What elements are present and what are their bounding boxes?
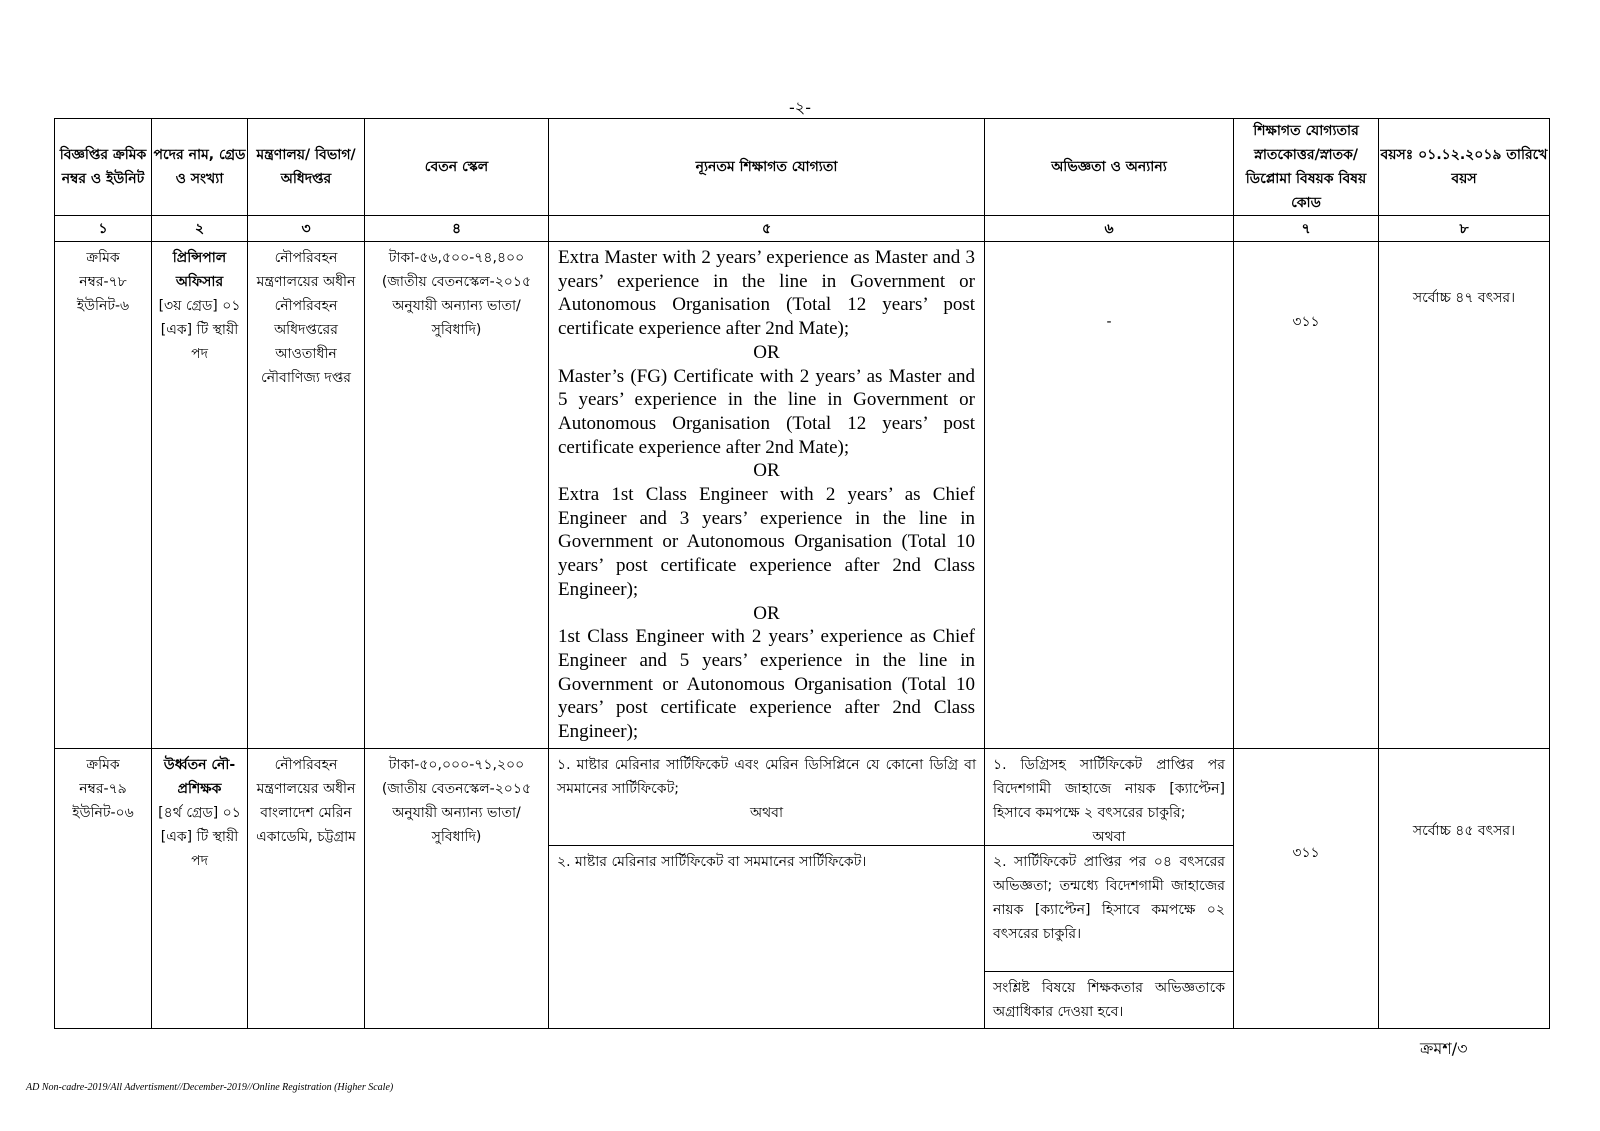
header-ministry: মন্ত্রণালয়/ বিভাগ/ অধিদপ্তর (248, 119, 365, 216)
qualification-option-1 (549, 749, 984, 846)
page-number: -২- (789, 98, 811, 117)
ministry: নৌপরিবহন মন্ত্রণালয়ের অধীন নৌপরিবহন অধিদপ্তরের আওতাধীন নৌবাণিজ্য দপ্তর (256, 250, 356, 386)
col-number: ৬ (985, 216, 1234, 242)
col-number: ৪ (365, 216, 549, 242)
ministry: নৌপরিবহন মন্ত্রণালয়ের অধীন বাংলাদেশ মেরিন একাডেমি, চট্টগ্রাম (256, 756, 356, 845)
header-serial: বিজ্ঞপ্তির ক্রমিক নম্বর ও ইউনিট (55, 119, 152, 216)
serial-number: ক্রমিক নম্বর-৭৮ ইউনিট-৬ (76, 250, 130, 314)
column-number-row (55, 216, 1550, 242)
header-subject-code: শিক্ষাগত যোগ্যতার স্নাতকোত্তর/স্নাতক/ ডিপ্লোমা বিষয়ক বিষয় কোড (1234, 119, 1379, 216)
experience-option-2: ২. সার্টিফিকেট প্রাপ্তির পর ০৪ বৎসরের অভিজ্ঞতা; তন্মধ্যে বিদেশগামী জাহাজের নায়ক [ক্যাপ্টেন] হিসাবে কমপক্ষে ০২ বৎসরের চাকুরি। (985, 846, 1233, 972)
col-number: ৭ (1234, 216, 1379, 242)
post-name: উর্ধ্বতন নৌ-প্রশিক্ষক (163, 756, 236, 797)
or-separator: OR (753, 341, 780, 363)
col-number: ১ (55, 216, 152, 242)
qualification-option: Extra Master with 2 years’ experience as Master and 3 years’ experience in the line in Government or Autonomous Organisation (Total 12 years’ post certificate experience after 2nd Mate); (558, 247, 975, 340)
qualification (549, 242, 984, 748)
header-post: পদের নাম, গ্রেড ও সংখ্যা (152, 119, 248, 216)
col-number: ৩ (248, 216, 365, 242)
table-row (55, 242, 1550, 749)
subject-code: ৩১১ (1292, 844, 1320, 861)
header-age: বয়সঃ ০১.১২.২০১৯ তারিখে বয়স (1379, 119, 1550, 216)
table-row (55, 748, 1550, 1028)
header-pay-scale: বেতন স্কেল (365, 119, 549, 216)
age-limit: সর্বোচ্চ ৪৫ বৎসর। (1412, 822, 1516, 839)
post-cell (152, 749, 247, 877)
serial-number: ক্রমিক নম্বর-৭৯ ইউনিট-০৬ (72, 756, 134, 821)
experience-text: ১. ডিগ্রিসহ সার্টিফিকেট প্রাপ্তির পর বিদেশগামী জাহাজে নায়ক [ক্যাপ্টেন] হিসাবে কমপক্ষে ২ বৎসরের চাকুরি; (993, 756, 1225, 821)
age-limit: সর্বোচ্চ ৪৭ বৎসর। (1412, 290, 1516, 306)
header-qualification: ন্যূনতম শিক্ষাগত যোগ্যতা (549, 119, 985, 216)
pay-scale: টাকা-৫০,০০০-৭১,২০০ (জাতীয় বেতনস্কেল-২০১৫ অনুযায়ী অন্যান্য ভাতা/সুবিধাদি) (381, 756, 532, 845)
footer-note: AD Non-cadre-2019/All Advertisment//December-2019//Online Registration (Higher Scale) (26, 1082, 394, 1093)
qualification-option-2: ২. মাষ্টার মেরিনার সার্টিফিকেট বা সমমানের সার্টিফিকেট। (557, 853, 867, 870)
pay-scale: টাকা-৫৬,৫০০-৭৪,৪০০ (জাতীয় বেতনস্কেল-২০১৫ অনুযায়ী অন্যান্য ভাতা/সুবিধাদি) (381, 250, 532, 338)
continued-label: ক্রমশ/৩ (1420, 1039, 1468, 1058)
post-name: প্রিন্সিপাল অফিসার (172, 250, 227, 290)
qualification-option: 1st Class Engineer with 2 years’ experience as Chief Engineer and 5 years’ experience in the line in Government or Autonomous Organisation (Total 10 years’ post certificate experience after 2nd Class Engineer); (558, 626, 975, 743)
or-separator: অথবা (1092, 828, 1126, 845)
recruitment-table (54, 118, 1550, 1029)
qualification-option: Master’s (FG) Certificate with 2 years’ as Master and 5 years’ experience in the line in Government or Autonomous Organisation (Total 12 years’ post certificate experience after 2nd Mate); (558, 365, 975, 458)
qualification-option: Extra 1st Class Engineer with 2 years’ as Chief Engineer and 3 years’ experience in the line in Government or Autonomous Organisation (Total 10 years’ post certificate experience after 2nd Class Engineer); (558, 484, 975, 600)
header-row (55, 119, 1550, 216)
col-number: ৮ (1379, 216, 1550, 242)
qualification-option: ১. মাষ্টার মেরিনার সার্টিফিকেট এবং মেরিন ডিসিপ্লিনে যে কোনো ডিগ্রি বা সমমানের সার্টিফিকেট; (557, 756, 976, 797)
col-number: ২ (152, 216, 248, 242)
or-separator: OR (753, 602, 780, 624)
post-detail: [৪র্থ গ্রেড] ০১ [এক] টি স্থায়ী পদ (158, 804, 241, 869)
experience-preference: সংশ্লিষ্ট বিষয়ে শিক্ষকতার অভিজ্ঞতাকে অগ্রাধিকার দেওয়া হবে। (993, 979, 1225, 1020)
header-experience: অভিজ্ঞতা ও অন্যান্য (985, 119, 1234, 216)
col-number: ৫ (549, 216, 985, 242)
experience-option-1 (985, 749, 1233, 846)
post-detail: [৩য় গ্রেড] ০১ [এক] টি স্থায়ী পদ (158, 298, 241, 362)
subject-code: ৩১১ (1292, 314, 1320, 330)
post-cell (152, 242, 247, 370)
or-separator: অথবা (749, 804, 784, 821)
experience: - (1106, 314, 1112, 330)
or-separator: OR (753, 460, 780, 482)
